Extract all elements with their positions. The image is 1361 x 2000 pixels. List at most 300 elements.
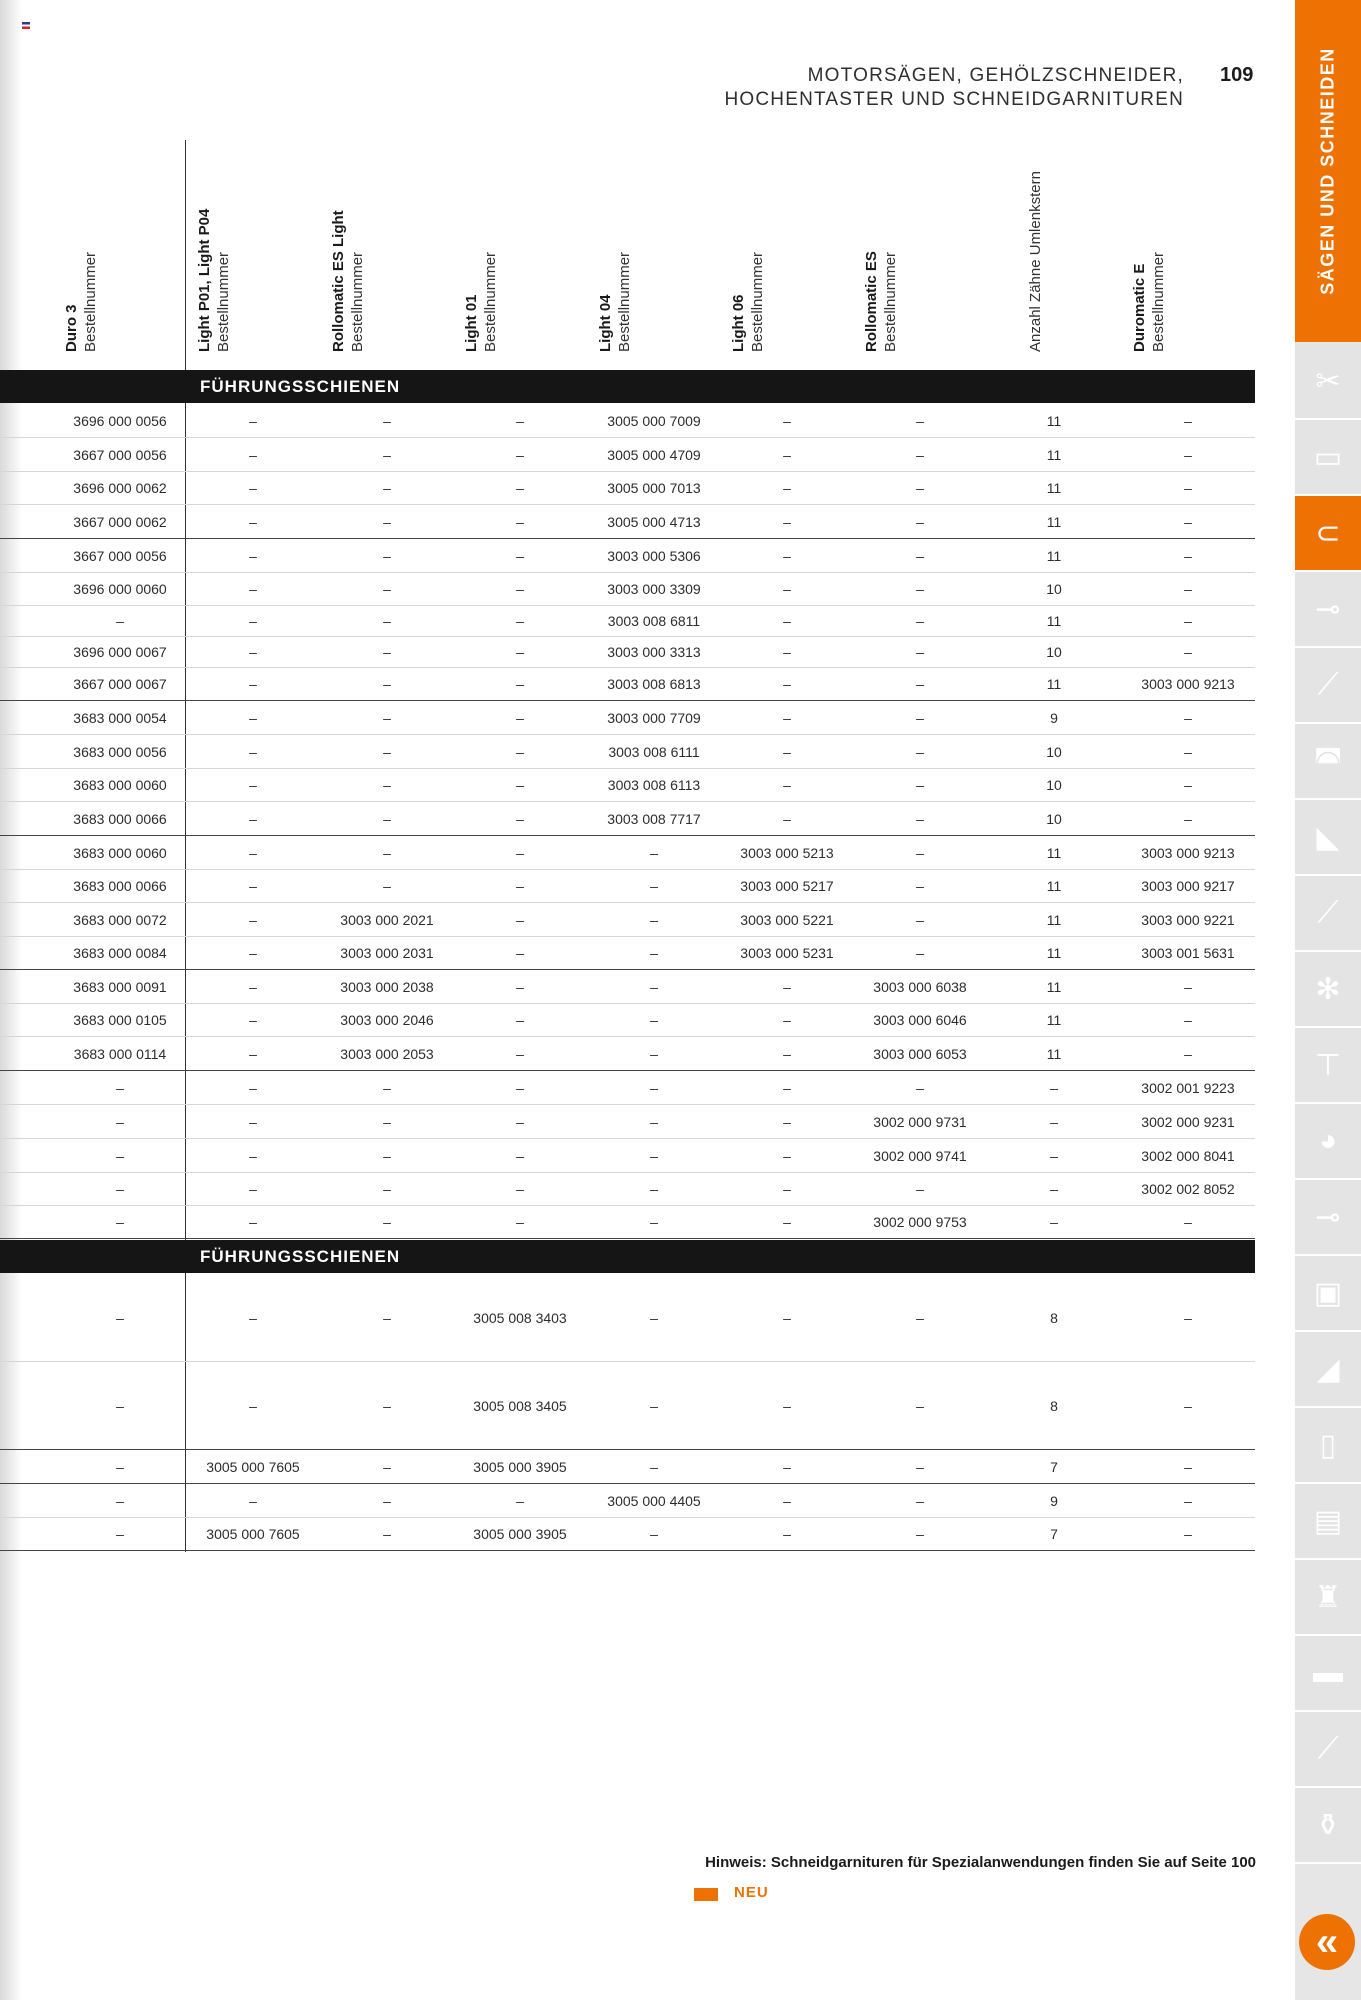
table-cell: 3003 000 5221 [740, 911, 834, 928]
table-cell: – [916, 513, 924, 530]
table-cell: 3005 000 7009 [607, 413, 701, 429]
table-cell: 3683 000 0056 [73, 743, 167, 760]
shredder-icon[interactable]: ▣ [1295, 1256, 1361, 1332]
table-cell: – [116, 1113, 124, 1130]
table-cell: 3005 000 7013 [607, 480, 701, 496]
column-header [730, 142, 817, 352]
table-cell: 11 [1046, 446, 1062, 463]
table-cell: – [383, 1310, 391, 1326]
table-cell: – [1184, 1045, 1192, 1062]
table-cell: – [383, 480, 391, 496]
table-cell: – [783, 709, 791, 726]
pole-pruner-icon[interactable]: ⟋ [1295, 648, 1361, 724]
scissors-icon[interactable]: ✂ [1295, 344, 1361, 420]
table-cell: – [783, 581, 791, 597]
table-cell: 3683 000 0084 [73, 945, 167, 961]
earth-auger-icon[interactable]: ⊤ [1295, 1028, 1361, 1104]
table-cell: 11 [1046, 844, 1062, 861]
table-cell: – [383, 1181, 391, 1197]
table-cell: – [916, 810, 924, 827]
table-row [0, 472, 1255, 505]
page-title-line-2: HOCHENTASTER UND SCHNEIDGARNITUREN [724, 89, 1184, 110]
table-cell: – [249, 547, 257, 564]
table-row [0, 903, 1255, 937]
table-cell: – [916, 743, 924, 760]
table-row [0, 606, 1255, 637]
sidebar-category-label: SÄGEN UND SCHNEIDEN [1317, 47, 1338, 295]
table-cell: – [516, 1012, 524, 1028]
table-cell: – [1184, 613, 1192, 629]
table-cell: – [783, 1079, 791, 1096]
table-cell: – [516, 844, 524, 861]
table-row [0, 405, 1255, 438]
table-cell: 3003 000 2038 [340, 978, 434, 995]
table-cell: 3683 000 0054 [73, 709, 167, 726]
table-cell: – [916, 945, 924, 961]
table-cell: – [516, 709, 524, 726]
table-cell: 3003 000 5306 [607, 547, 701, 564]
table-cell: – [249, 480, 257, 496]
table-cell: – [516, 1113, 524, 1130]
table-cell: 11 [1046, 480, 1062, 496]
table-row [0, 1450, 1255, 1484]
table-cell: – [516, 945, 524, 961]
flag-icon [22, 22, 30, 29]
table-cell: 10 [1046, 581, 1062, 597]
table-cell: 3696 000 0056 [73, 413, 167, 429]
table-cell: – [516, 1147, 524, 1164]
table-cell: 3003 000 6038 [873, 978, 967, 995]
table-cell: – [783, 513, 791, 530]
table-cell: 10 [1046, 743, 1062, 760]
column-header-sub: Bestellnummer [616, 251, 633, 352]
table-row [0, 1275, 1255, 1362]
table-cell: – [249, 1310, 257, 1326]
table-cell: – [516, 810, 524, 827]
table-cell: – [1184, 810, 1192, 827]
column-header [63, 142, 150, 352]
footnote: Hinweis: Schneidgarnituren für Spezialanwendungen finden Sie auf Seite 100 [705, 1854, 1256, 1871]
table-cell: 3002 000 9231 [1141, 1113, 1235, 1130]
table-cell: 3005 000 4405 [607, 1492, 701, 1509]
table-cell: – [916, 777, 924, 793]
table-cell: – [1184, 1012, 1192, 1028]
table-cell: – [650, 1526, 658, 1542]
table-cell: – [383, 613, 391, 629]
table-cell: – [383, 777, 391, 793]
table-cell: – [650, 1012, 658, 1028]
table-cell: – [783, 1526, 791, 1542]
table-cell: 3003 008 6111 [608, 743, 700, 760]
chainsaw-bar-icon[interactable]: ⊂ [1295, 496, 1361, 572]
table-cell: 11 [1046, 978, 1062, 995]
table-cell: – [516, 1214, 524, 1230]
table-cell: – [516, 676, 524, 692]
table-cell: – [116, 1458, 124, 1475]
table-cell: – [1184, 1214, 1192, 1230]
table-cell: 3667 000 0062 [73, 513, 167, 530]
column-header-name: Rollomatic ES [863, 251, 880, 352]
vacuum-icon[interactable]: ◢ [1295, 1332, 1361, 1408]
table-cell: 3003 008 6813 [607, 676, 701, 692]
table-cell: – [1050, 1079, 1058, 1096]
table-cell: – [516, 1492, 524, 1509]
table-cell: – [1050, 1147, 1058, 1164]
table-cell: – [383, 676, 391, 692]
table-cell: – [783, 1458, 791, 1475]
table-row [0, 836, 1255, 870]
table-cell: – [650, 844, 658, 861]
table-cell: – [650, 1079, 658, 1096]
column-header [1024, 142, 1084, 352]
table-cell: – [249, 945, 257, 961]
column-header-sub: Bestellnummer [349, 251, 366, 352]
section-header [0, 370, 1255, 403]
pressure-washer-icon[interactable]: ◕ [1295, 1104, 1361, 1180]
table-cell: – [116, 1214, 124, 1230]
table-cell: 8 [1050, 1310, 1058, 1326]
table-row [0, 870, 1255, 903]
table-cell: 3005 008 3403 [473, 1310, 567, 1326]
table-cell: – [249, 1181, 257, 1197]
column-header-sub: Bestellnummer [749, 251, 766, 352]
jacket-icon[interactable]: ♜ [1295, 1560, 1361, 1636]
table-cell: 11 [1046, 413, 1062, 429]
table-cell: – [650, 1045, 658, 1062]
column-header [597, 142, 684, 352]
table-cell: 7 [1050, 1526, 1058, 1542]
sidebar-nav [1295, 0, 1361, 2000]
brushcutter-icon[interactable]: ⟋ [1295, 876, 1361, 952]
table-cell: 3667 000 0056 [73, 547, 167, 564]
table-cell: – [249, 446, 257, 463]
table-row [0, 505, 1255, 539]
table-cell: – [916, 1526, 924, 1542]
table-cell: – [516, 446, 524, 463]
table-cell: – [116, 1181, 124, 1197]
table-cell: – [650, 1397, 658, 1414]
table-cell: – [516, 1181, 524, 1197]
legend-swatch [694, 1888, 718, 1901]
toolbox-icon[interactable]: ▬ [1295, 1636, 1361, 1712]
table-row [0, 701, 1255, 735]
table-cell: 3683 000 0072 [73, 911, 167, 928]
table-cell: 7 [1050, 1458, 1058, 1475]
table-cell: – [383, 1526, 391, 1542]
column-header [196, 142, 283, 352]
table-cell: 3003 000 3313 [607, 644, 701, 660]
column-header-name: Light 01 [463, 294, 480, 352]
table-cell: – [383, 743, 391, 760]
table-cell: 3003 000 9213 [1141, 844, 1235, 861]
table-cell: 3696 000 0062 [73, 480, 167, 496]
column-header [1131, 142, 1218, 352]
table-cell: 3003 008 7717 [607, 810, 701, 827]
table-cell: – [783, 613, 791, 629]
table-cell: – [916, 878, 924, 894]
tiller-icon[interactable]: ✻ [1295, 952, 1361, 1028]
table-cell: 3003 000 5213 [740, 844, 834, 861]
table-cell: 3003 000 7709 [607, 709, 701, 726]
table-row [0, 970, 1255, 1004]
table-cell: – [916, 1458, 924, 1475]
table-cell: 11 [1046, 1012, 1062, 1028]
table-cell: – [249, 878, 257, 894]
table-cell: – [916, 413, 924, 429]
table-cell: 3003 000 9221 [1141, 911, 1235, 928]
column-header-sub: Bestellnummer [215, 251, 232, 352]
battery-icon[interactable]: ▭ [1295, 420, 1361, 496]
table-cell: – [650, 1181, 658, 1197]
column-header-name: Duro 3 [63, 304, 80, 352]
table-cell: – [783, 743, 791, 760]
table-cell: – [916, 446, 924, 463]
table-cell: 3003 001 5631 [1141, 945, 1235, 961]
table-cell: – [783, 1310, 791, 1326]
table-cell: 3683 000 0091 [73, 978, 167, 995]
table-cell: – [1184, 709, 1192, 726]
table-cell: – [116, 613, 124, 629]
column-header-sub: Bestellnummer [482, 251, 499, 352]
table-row [0, 539, 1255, 573]
table-cell: – [116, 1147, 124, 1164]
table-row [0, 937, 1255, 970]
table-cell: – [1184, 777, 1192, 793]
table-cell: – [383, 547, 391, 564]
table-cell: 3003 008 6811 [607, 613, 701, 629]
table-cell: 3667 000 0067 [73, 676, 167, 692]
table-cell: – [383, 644, 391, 660]
table-cell: – [516, 878, 524, 894]
table-cell: – [1184, 446, 1192, 463]
sidebar-category-tab[interactable] [1295, 0, 1361, 342]
table-cell: 3002 000 8041 [1141, 1147, 1235, 1164]
table-cell: – [1184, 1458, 1192, 1475]
table-cell: – [383, 1214, 391, 1230]
table-cell: – [516, 480, 524, 496]
table-cell: – [650, 1310, 658, 1326]
table-cell: – [249, 1147, 257, 1164]
table-cell: – [516, 1079, 524, 1096]
table-cell: – [249, 613, 257, 629]
table-cell: – [783, 644, 791, 660]
table-cell: – [916, 581, 924, 597]
table-cell: 10 [1046, 644, 1062, 660]
table-cell: 3005 000 7605 [206, 1458, 300, 1475]
table-row [0, 438, 1255, 472]
table-cell: – [650, 878, 658, 894]
table-cell: – [516, 547, 524, 564]
table-cell: 3005 000 7605 [206, 1526, 300, 1542]
column-header-name: Rollomatic ES Light [330, 210, 347, 352]
table-cell: – [249, 709, 257, 726]
table-cell: 3003 000 9213 [1141, 676, 1235, 692]
table-cell: – [249, 844, 257, 861]
table-cell: – [783, 1397, 791, 1414]
table-cell: – [383, 1458, 391, 1475]
table-cell: – [1184, 513, 1192, 530]
table-cell: – [650, 1214, 658, 1230]
column-header-sub: Bestellnummer [82, 251, 99, 352]
table-cell: – [249, 413, 257, 429]
table-cell: – [1184, 1310, 1192, 1326]
table-cell: – [783, 1012, 791, 1028]
table-cell: – [783, 413, 791, 429]
section-title: FÜHRUNGSSCHIENEN [200, 377, 401, 396]
table-cell: – [516, 978, 524, 995]
table-cell: – [916, 709, 924, 726]
table-row [0, 735, 1255, 769]
table-cell: – [783, 676, 791, 692]
table-cell: – [650, 1458, 658, 1475]
table-cell: – [116, 1397, 124, 1414]
table-cell: – [650, 911, 658, 928]
lawn-mower-icon[interactable]: ◣ [1295, 800, 1361, 876]
table-cell: – [249, 743, 257, 760]
table-cell: – [916, 547, 924, 564]
table-cell: 3002 000 9731 [873, 1113, 967, 1130]
table-cell: – [1184, 743, 1192, 760]
table-row [0, 668, 1255, 701]
table-cell: – [516, 1045, 524, 1062]
table-cell: – [1050, 1181, 1058, 1197]
column-header-name: Light 06 [730, 294, 747, 352]
table-row [0, 637, 1255, 668]
table-cell: 3005 000 3905 [473, 1458, 567, 1475]
table-cell: – [783, 1147, 791, 1164]
column-header [330, 142, 417, 352]
table-cell: – [1050, 1113, 1058, 1130]
back-button[interactable]: « [1299, 1914, 1355, 1970]
table-row [0, 802, 1255, 836]
table-cell: 3003 000 2021 [340, 911, 434, 928]
table-cell: – [1184, 1492, 1192, 1509]
table-row [0, 573, 1255, 606]
table-cell: 3696 000 0060 [73, 581, 167, 597]
table-cell: – [650, 945, 658, 961]
column-header [863, 142, 950, 352]
table-cell: – [116, 1310, 124, 1326]
table-cell: – [516, 743, 524, 760]
column-header-name: Duromatic E [1131, 263, 1148, 352]
table-cell: – [916, 1397, 924, 1414]
table-cell: 11 [1046, 945, 1062, 961]
table-cell: – [249, 1397, 257, 1414]
table-cell: – [516, 911, 524, 928]
table-cell: 3005 000 3905 [473, 1526, 567, 1542]
table-cell: 10 [1046, 810, 1062, 827]
table-cell: – [383, 844, 391, 861]
table-cell: 3683 000 0066 [73, 878, 167, 894]
table-cell: 11 [1046, 513, 1062, 530]
table-cell: 3003 000 6053 [873, 1045, 967, 1062]
table-cell: – [249, 1214, 257, 1230]
column-header-sub: Anzahl Zähne Umlenkstern [1027, 171, 1044, 352]
column-header [463, 142, 550, 352]
sprayer-icon[interactable]: ⊸ [1295, 1180, 1361, 1256]
table-cell: – [249, 1492, 257, 1509]
table-cell: – [916, 1079, 924, 1096]
table-cell: 9 [1050, 709, 1058, 726]
table-row [0, 1484, 1255, 1518]
table-cell: 11 [1046, 613, 1062, 629]
table-cell: – [916, 676, 924, 692]
table-cell: – [650, 1147, 658, 1164]
table-cell: 3005 000 4713 [607, 513, 701, 530]
table-cell: – [116, 1526, 124, 1542]
table-cell: 3003 000 2053 [340, 1045, 434, 1062]
table-cell: – [1184, 581, 1192, 597]
table-cell: – [383, 709, 391, 726]
table-row [0, 1206, 1255, 1239]
column-header-sub: Bestellnummer [882, 251, 899, 352]
table-cell: – [516, 777, 524, 793]
table-cell: – [1050, 1214, 1058, 1230]
table-cell: – [1184, 547, 1192, 564]
table-cell: 11 [1046, 878, 1062, 894]
table-cell: 3683 000 0060 [73, 844, 167, 861]
smartphone-icon[interactable]: ▯ [1295, 1408, 1361, 1484]
table-cell: 11 [1046, 1045, 1062, 1062]
blower-icon[interactable]: ◚ [1295, 724, 1361, 800]
table-cell: – [383, 878, 391, 894]
table-cell: 3667 000 0056 [73, 446, 167, 463]
table-row [0, 1004, 1255, 1037]
table-cell: 3683 000 0114 [73, 1045, 167, 1062]
table-cell: – [916, 480, 924, 496]
table-cell: 3683 000 0105 [73, 1012, 167, 1028]
hedge-trimmer-icon[interactable]: ⊸ [1295, 572, 1361, 648]
table-cell: – [916, 844, 924, 861]
table-row [0, 1518, 1255, 1551]
cleaner-bottle-icon[interactable]: ⚱ [1295, 1788, 1361, 1864]
table-cell: – [916, 644, 924, 660]
table-cell: – [383, 810, 391, 827]
table-cell: – [249, 676, 257, 692]
table-cell: – [1184, 413, 1192, 429]
column-header-name: Light 04 [597, 294, 614, 352]
table-cell: – [1184, 644, 1192, 660]
table-cell: 3002 002 8052 [1141, 1181, 1235, 1197]
table-cell: – [516, 513, 524, 530]
table-cell: – [249, 777, 257, 793]
table-cell: – [516, 613, 524, 629]
book-icon[interactable]: ▤ [1295, 1484, 1361, 1560]
table-cell: – [783, 1045, 791, 1062]
table-row [0, 1173, 1255, 1206]
axe-icon[interactable]: ⟋ [1295, 1712, 1361, 1788]
table-cell: – [383, 1113, 391, 1130]
table-cell: – [383, 413, 391, 429]
table-cell: – [249, 810, 257, 827]
table-cell: 3683 000 0060 [73, 777, 167, 793]
table-cell: – [249, 911, 257, 928]
table-cell: – [916, 911, 924, 928]
table-cell: 3005 008 3405 [473, 1397, 567, 1414]
table-cell: – [916, 1310, 924, 1326]
table-row [0, 1362, 1255, 1450]
table-cell: – [383, 1492, 391, 1509]
table-cell: 3003 000 9217 [1141, 878, 1235, 894]
table-cell: 11 [1046, 911, 1062, 928]
table-cell: 11 [1046, 547, 1062, 564]
table-cell: – [249, 644, 257, 660]
table-cell: – [516, 413, 524, 429]
table-cell: – [383, 1147, 391, 1164]
table-cell: – [1184, 978, 1192, 995]
table-row [0, 1105, 1255, 1139]
table-cell: 3005 000 4709 [607, 446, 701, 463]
